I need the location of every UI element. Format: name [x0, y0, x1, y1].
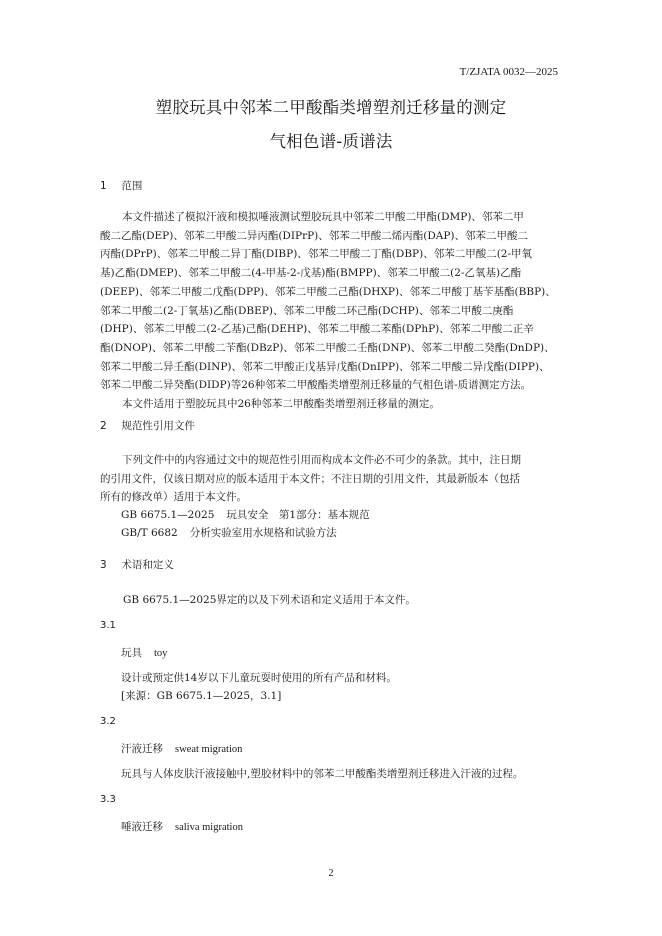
term-english: saliva migration: [175, 822, 243, 833]
references-line: 的引用文件，仅该日期对应的版本适用于本文件；不注日期的引用文件，其最新版本（包括: [100, 472, 520, 485]
term-entry: [121, 819, 243, 834]
page-number: 2: [328, 868, 334, 879]
scope-line: 酯(DNOP)、邻苯二甲酸二苄酯(DBzP)、邻苯二甲酸二壬酯(DNP)、邻苯二甲酸二癸酯(DnDP)、: [100, 341, 555, 354]
scope-applicability: 本文件适用于塑胶玩具中26种邻苯二甲酸酯类增塑剂迁移量的测定。: [122, 398, 440, 411]
term-entry: [121, 645, 167, 660]
term-chinese: 汗液迁移: [121, 743, 163, 755]
section-2-title: 规范性引用文件: [121, 420, 195, 432]
document-title: 塑胶玩具中邻苯二甲酸酯类增塑剂迁移量的测定: [155, 98, 507, 117]
scope-line: 酸二乙酯(DEP)、邻苯二甲酸二异丙酯(DIPrP)、邻苯二甲酸二烯丙酯(DAP)、邻苯二甲酸二: [100, 229, 529, 242]
term-number: 3.3: [100, 794, 116, 805]
section-1-title: 范围: [121, 180, 143, 192]
section-3-title: 术语和定义: [121, 559, 174, 571]
term-english: sweat migration: [175, 744, 243, 755]
references-line: 下列文件中的内容通过文中的规范性引用而构成本文件必不可少的条款。其中，注日期: [122, 454, 521, 466]
scope-line: 丙酯(DPrP)、邻苯二甲酸二异丁酯(DIBP)、邻苯二甲酸二丁酯(DBP)、邻苯二甲酸二(2-甲氧: [100, 248, 533, 261]
term-chinese: 唾液迁移: [121, 821, 163, 833]
scope-line: 邻苯二甲酸二异癸酯(DIDP)等26种邻苯二甲酸酯类增塑剂迁移量的气相色谱-质谱测定方法。: [100, 379, 532, 392]
scope-line: (DEEP)、邻苯二甲酸二戊酯(DPP)、邻苯二甲酸二己酯(DHXP)、邻苯二甲酸丁基苄基酯(BBP)、: [100, 285, 556, 298]
reference-item: [121, 525, 337, 540]
reference-title: 分析实验室用水规格和试验方法: [189, 527, 337, 539]
section-3-number: 3: [100, 559, 107, 571]
reference-item: [121, 507, 370, 522]
term-chinese: 玩具: [121, 647, 142, 659]
term-english: toy: [154, 648, 168, 659]
term-definition: 设计或预定供14岁以下儿童玩耍时使用的所有产品和材料。: [121, 672, 397, 684]
normative-references-paragraph: [100, 451, 564, 507]
scope-paragraph: [100, 208, 564, 414]
standard-code: T/ZJATA 0032—2025: [459, 66, 558, 78]
terms-intro: GB 6675.1—2025界定的以及下列术语和定义适用于本文件。: [123, 594, 416, 606]
section-2-heading: [100, 418, 195, 433]
section-1-number: 1: [100, 180, 107, 192]
term-source: [来源：GB 6675.1—2025，3.1]: [121, 690, 282, 702]
section-3-heading: [100, 557, 174, 572]
references-line: 所有的修改单）适用于本文件。: [100, 491, 247, 504]
reference-title: 玩具安全 第1部分：基本规范: [226, 509, 370, 521]
term-number: 3.1: [100, 620, 116, 631]
scope-line: 基)乙酯(DMEP)、邻苯二甲酸二(4-甲基-2-戊基)酯(BMPP)、邻苯二甲酸二(2-乙氧基)乙酯: [100, 267, 522, 280]
section-2-number: 2: [100, 420, 107, 432]
term-entry: [121, 741, 242, 756]
document-subtitle: 气相色谱-质谱法: [269, 132, 393, 151]
term-number: 3.2: [100, 716, 116, 727]
scope-line: (DHP)、邻苯二甲酸二(2-乙基)己酯(DEHP)、邻苯二甲酸二苯酯(DPhP)、邻苯二甲酸二正辛: [100, 323, 534, 336]
reference-code: GB 6675.1—2025: [121, 509, 215, 521]
scope-line: 本文件描述了模拟汗液和模拟唾液测试塑胶玩具中邻苯二甲酸二甲酯(DMP)、邻苯二甲: [122, 211, 524, 223]
reference-code: GB/T 6682: [121, 527, 178, 539]
scope-line: 邻苯二甲酸二异壬酯(DINP)、邻苯二甲酸正戊基异戊酯(DnIPP)、邻苯二甲酸二异戊酯(DIPP)、: [100, 360, 550, 373]
term-definition: 玩具与人体皮肤汗液接触中,塑胶材料中的邻苯二甲酸酯类增塑剂迁移进入汗液的过程。: [121, 768, 524, 780]
section-1-heading: [100, 178, 142, 193]
scope-line: 邻苯二甲酸二(2-丁氧基)乙酯(DBEP)、邻苯二甲酸二环己酯(DCHP)、邻苯二甲酸二庚酯: [100, 304, 514, 317]
